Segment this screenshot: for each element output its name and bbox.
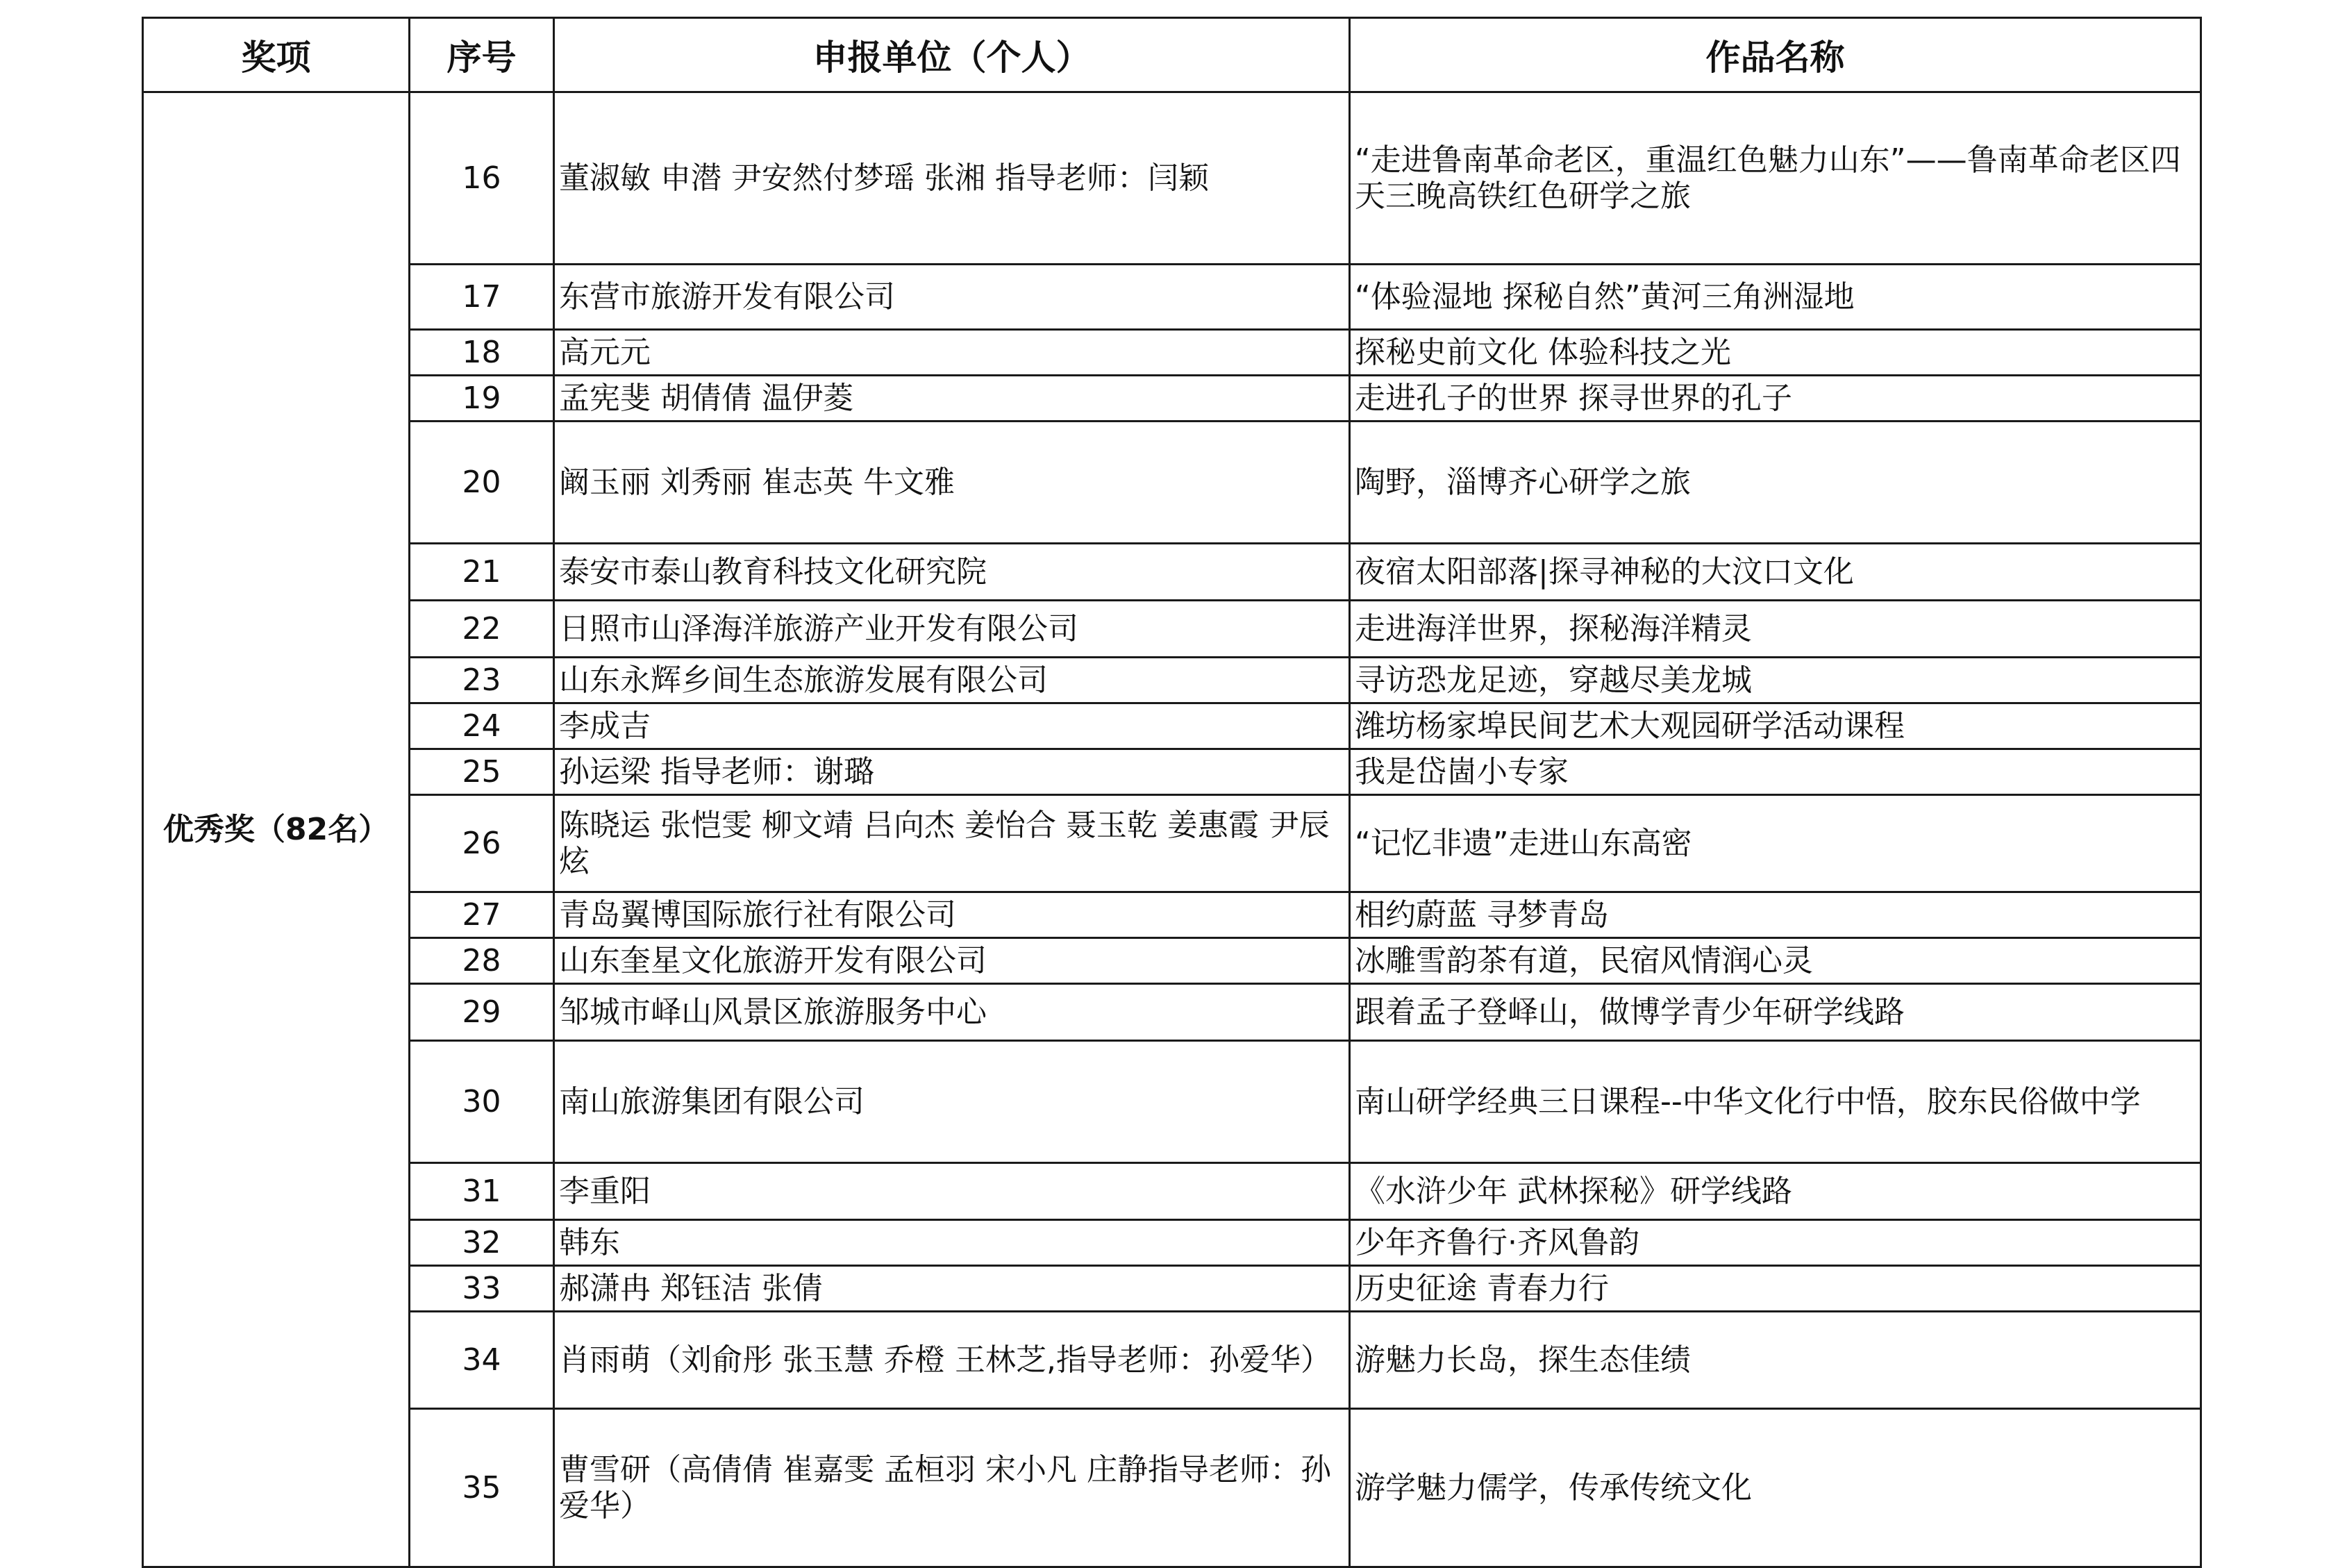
work-title-cell bbox=[1350, 984, 2201, 1041]
row-number: 31 bbox=[410, 1163, 554, 1220]
applicant-name: 高元元 bbox=[559, 334, 651, 370]
applicant-cell bbox=[554, 658, 1350, 703]
applicant-name: 邹城市峄山风景区旅游服务中心 bbox=[559, 994, 987, 1030]
table-row bbox=[143, 938, 2201, 984]
work-title: 走进海洋世界，探秘海洋精灵 bbox=[1355, 610, 1752, 647]
header-row bbox=[143, 18, 2201, 92]
awards-table-sheet bbox=[142, 17, 2200, 1524]
applicant-name: 日照市山泽海洋旅游产业开发有限公司 bbox=[559, 610, 1078, 647]
header-unit: 申报单位（个人） bbox=[554, 18, 1350, 92]
work-title: 游学魅力儒学，传承传统文化 bbox=[1355, 1469, 1752, 1506]
work-title: “记忆非遗”走进山东高密 bbox=[1355, 825, 1692, 861]
work-title-cell bbox=[1350, 92, 2201, 265]
applicant-name: 东营市旅游开发有限公司 bbox=[559, 278, 895, 315]
work-title: 冰雕雪韵茶有道，民宿风情润心灵 bbox=[1355, 942, 1813, 978]
applicant-name: 曹雪研（高倩倩 崔嘉雯 孟桓羽 宋小凡 庄静指导老师：孙爱华） bbox=[559, 1451, 1331, 1524]
table-row bbox=[143, 376, 2201, 422]
row-number: 25 bbox=[410, 749, 554, 795]
applicant-cell bbox=[554, 92, 1350, 265]
work-title: “体验湿地 探秘自然”黄河三角洲湿地 bbox=[1355, 278, 1855, 315]
table-row bbox=[143, 658, 2201, 703]
table-row bbox=[143, 1312, 2201, 1409]
applicant-name: 郝潇冉 郑钰洁 张倩 bbox=[559, 1270, 823, 1306]
table-row bbox=[143, 1163, 2201, 1220]
work-title: 陶野，淄博齐心研学之旅 bbox=[1355, 464, 1691, 500]
table-row bbox=[143, 703, 2201, 749]
row-number: 23 bbox=[410, 658, 554, 703]
work-title: 历史征途 青春力行 bbox=[1355, 1270, 1609, 1306]
applicant-name: 孟宪斐 胡倩倩 温伊菱 bbox=[559, 380, 853, 416]
applicant-cell bbox=[554, 1409, 1350, 1567]
applicant-cell bbox=[554, 376, 1350, 422]
work-title-cell bbox=[1350, 1041, 2201, 1163]
row-number: 16 bbox=[410, 92, 554, 265]
table-row bbox=[143, 795, 2201, 892]
applicant-cell bbox=[554, 795, 1350, 892]
applicant-cell bbox=[554, 938, 1350, 984]
work-title: 游魅力长岛，探生态佳绩 bbox=[1355, 1342, 1691, 1378]
header-award: 奖项 bbox=[143, 18, 410, 92]
row-number: 17 bbox=[410, 265, 554, 330]
work-title: 《水浒少年 武林探秘》研学线路 bbox=[1355, 1173, 1792, 1209]
row-number: 18 bbox=[410, 330, 554, 376]
work-title-cell bbox=[1350, 1312, 2201, 1409]
applicant-name: 青岛翼博国际旅行社有限公司 bbox=[559, 896, 956, 933]
work-title-cell bbox=[1350, 892, 2201, 938]
applicant-cell bbox=[554, 422, 1350, 544]
applicant-name: 李成吉 bbox=[559, 708, 651, 744]
row-number: 20 bbox=[410, 422, 554, 544]
work-title-cell bbox=[1350, 703, 2201, 749]
header-work: 作品名称 bbox=[1350, 18, 2201, 92]
table-row bbox=[143, 422, 2201, 544]
work-title-cell bbox=[1350, 422, 2201, 544]
work-title: 我是岱崮小专家 bbox=[1355, 753, 1569, 790]
table-row bbox=[143, 984, 2201, 1041]
table-row bbox=[143, 1220, 2201, 1266]
work-title-cell bbox=[1350, 1409, 2201, 1567]
work-title-cell bbox=[1350, 938, 2201, 984]
row-number: 21 bbox=[410, 544, 554, 601]
applicant-cell bbox=[554, 892, 1350, 938]
work-title-cell bbox=[1350, 1163, 2201, 1220]
work-title-cell bbox=[1350, 658, 2201, 703]
applicant-name: 泰安市泰山教育科技文化研究院 bbox=[559, 553, 987, 590]
table-row bbox=[143, 92, 2201, 265]
applicant-name: 韩东 bbox=[559, 1224, 620, 1260]
row-number: 34 bbox=[410, 1312, 554, 1409]
awards-table bbox=[142, 17, 2202, 1568]
row-number: 24 bbox=[410, 703, 554, 749]
work-title: 跟着孟子登峄山，做博学青少年研学线路 bbox=[1355, 994, 1905, 1030]
table-row bbox=[143, 1409, 2201, 1567]
header-number: 序号 bbox=[410, 18, 554, 92]
work-title: 寻访恐龙足迹，穿越尽美龙城 bbox=[1355, 662, 1752, 698]
work-title-cell bbox=[1350, 544, 2201, 601]
table-row bbox=[143, 1041, 2201, 1163]
applicant-name: 山东奎星文化旅游开发有限公司 bbox=[559, 942, 987, 978]
applicant-name: 肖雨萌（刘俞彤 张玉慧 乔橙 王林芝,指导老师：孙爱华） bbox=[559, 1342, 1331, 1378]
work-title: “走进鲁南革命老区，重温红色魅力山东”——鲁南革命老区四天三晚高铁红色研学之旅 bbox=[1355, 142, 2181, 214]
work-title-cell bbox=[1350, 330, 2201, 376]
row-number: 35 bbox=[410, 1409, 554, 1567]
applicant-cell bbox=[554, 703, 1350, 749]
applicant-cell bbox=[554, 1041, 1350, 1163]
row-number: 30 bbox=[410, 1041, 554, 1163]
work-title-cell bbox=[1350, 1266, 2201, 1312]
row-number: 22 bbox=[410, 601, 554, 658]
award-category-cell: 优秀奖（82名） bbox=[143, 92, 410, 1567]
applicant-name: 董淑敏 申潜 尹安然付梦瑶 张湘 指导老师：闫颖 bbox=[559, 160, 1209, 196]
work-title: 南山研学经典三日课程--中华文化行中悟，胶东民俗做中学 bbox=[1355, 1083, 2141, 1119]
row-number: 19 bbox=[410, 376, 554, 422]
work-title: 潍坊杨家埠民间艺术大观园研学活动课程 bbox=[1355, 708, 1905, 744]
applicant-name: 阚玉丽 刘秀丽 崔志英 牛文雅 bbox=[559, 464, 955, 500]
table-row bbox=[143, 265, 2201, 330]
work-title-cell bbox=[1350, 1220, 2201, 1266]
work-title-cell bbox=[1350, 265, 2201, 330]
row-number: 27 bbox=[410, 892, 554, 938]
applicant-cell bbox=[554, 984, 1350, 1041]
table-row bbox=[143, 330, 2201, 376]
applicant-cell bbox=[554, 1163, 1350, 1220]
table-row bbox=[143, 1266, 2201, 1312]
applicant-name: 南山旅游集团有限公司 bbox=[559, 1083, 865, 1119]
applicant-cell bbox=[554, 265, 1350, 330]
work-title-cell bbox=[1350, 749, 2201, 795]
applicant-name: 山东永辉乡间生态旅游发展有限公司 bbox=[559, 662, 1048, 698]
applicant-cell bbox=[554, 330, 1350, 376]
applicant-name: 李重阳 bbox=[559, 1173, 651, 1209]
applicant-cell bbox=[554, 601, 1350, 658]
table-body bbox=[143, 92, 2201, 1567]
work-title-cell bbox=[1350, 601, 2201, 658]
applicant-cell bbox=[554, 544, 1350, 601]
work-title-cell bbox=[1350, 795, 2201, 892]
work-title: 少年齐鲁行·齐风鲁韵 bbox=[1355, 1224, 1639, 1260]
row-number: 32 bbox=[410, 1220, 554, 1266]
work-title-cell bbox=[1350, 376, 2201, 422]
applicant-name: 孙运梁 指导老师：谢璐 bbox=[559, 753, 874, 790]
applicant-name: 陈晓运 张恺雯 柳文靖 吕向杰 姜怡合 聂玉乾 姜惠霞 尹辰炫 bbox=[559, 807, 1330, 879]
table-row bbox=[143, 601, 2201, 658]
applicant-cell bbox=[554, 1266, 1350, 1312]
work-title: 夜宿太阳部落|探寻神秘的大汶口文化 bbox=[1355, 553, 1854, 590]
row-number: 29 bbox=[410, 984, 554, 1041]
table-row bbox=[143, 749, 2201, 795]
row-number: 26 bbox=[410, 795, 554, 892]
applicant-cell bbox=[554, 1312, 1350, 1409]
work-title: 相约蔚蓝 寻梦青岛 bbox=[1355, 896, 1609, 933]
row-number: 28 bbox=[410, 938, 554, 984]
applicant-cell bbox=[554, 749, 1350, 795]
applicant-cell bbox=[554, 1220, 1350, 1266]
row-number: 33 bbox=[410, 1266, 554, 1312]
table-row bbox=[143, 544, 2201, 601]
table-row bbox=[143, 892, 2201, 938]
work-title: 走进孔子的世界 探寻世界的孔子 bbox=[1355, 380, 1792, 416]
work-title: 探秘史前文化 体验科技之光 bbox=[1355, 334, 1731, 370]
